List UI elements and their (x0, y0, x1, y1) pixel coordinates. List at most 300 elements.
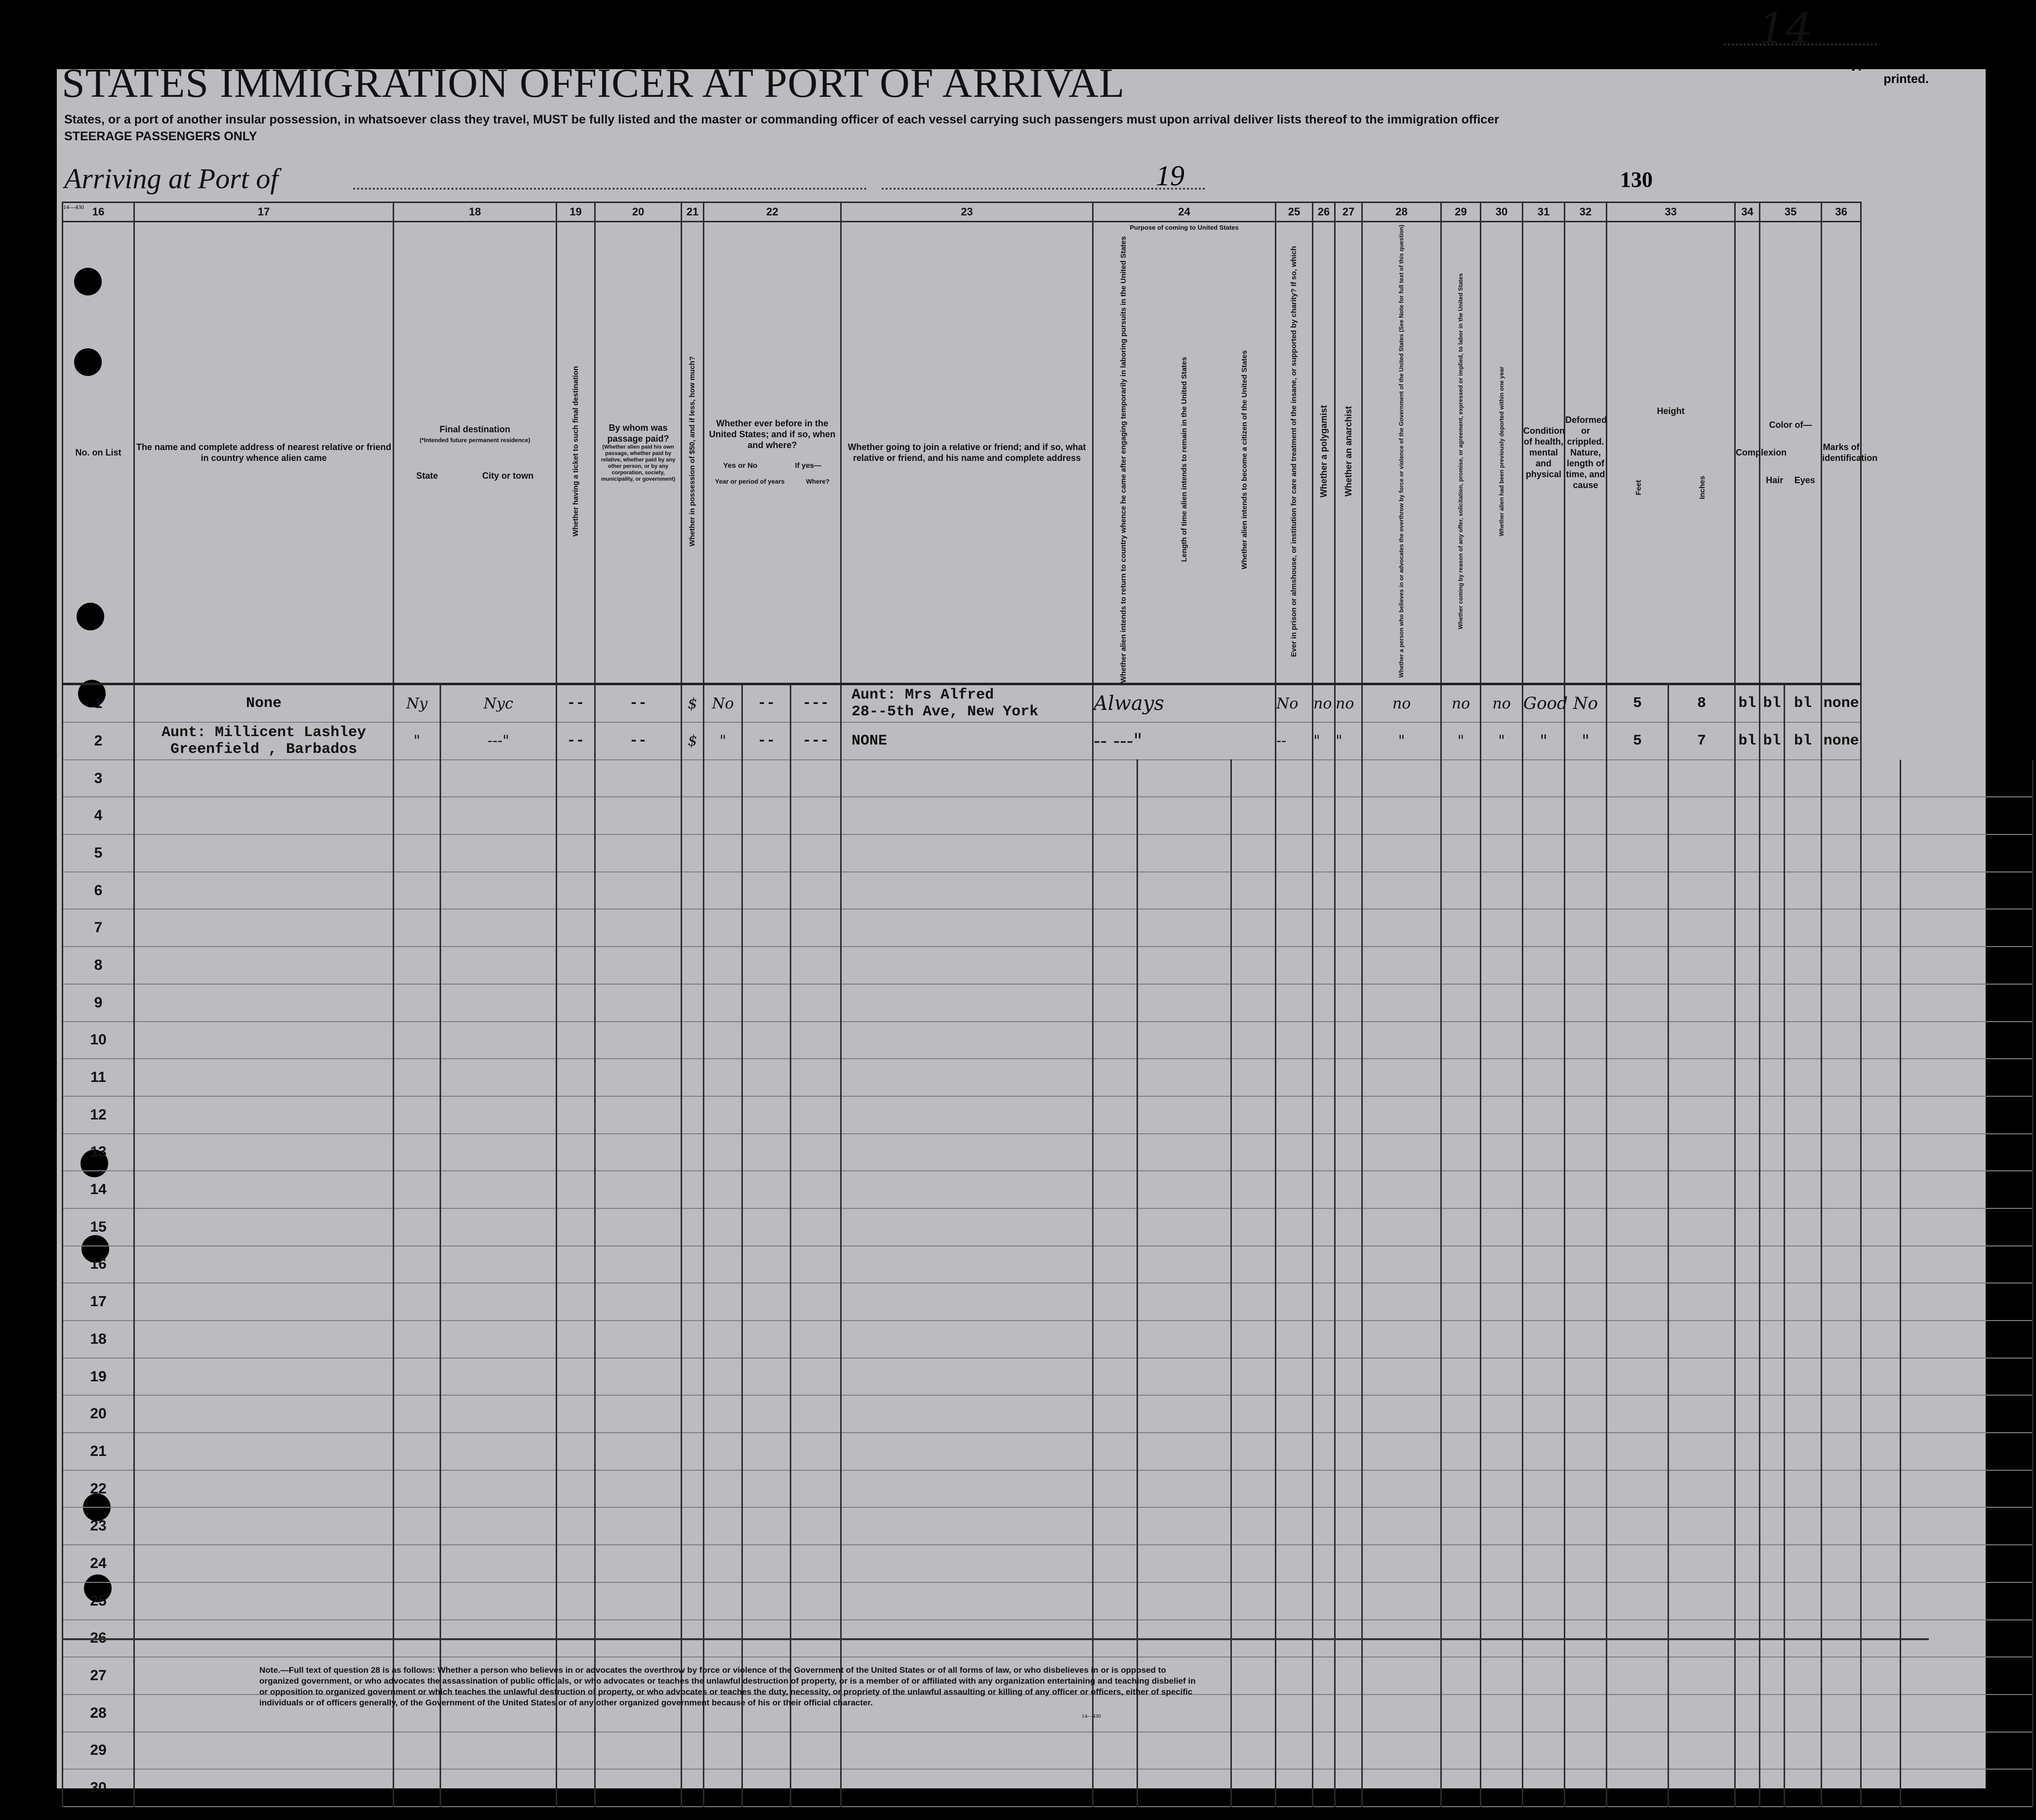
empty-cell (1861, 1769, 1901, 1807)
cell-text: No (1573, 694, 1598, 714)
empty-cell (1607, 1732, 1669, 1770)
empty-cell (1481, 1732, 1523, 1770)
empty-cell (1481, 1470, 1523, 1508)
col-number: 28 (1362, 203, 1441, 222)
empty-cell (1231, 1283, 1276, 1321)
empty-cell (704, 1769, 742, 1807)
empty-cell (1861, 1059, 1901, 1096)
empty-cell (1523, 1732, 1565, 1770)
empty-cell (394, 1507, 441, 1545)
empty-cell (394, 1470, 441, 1508)
empty-cell (1760, 1433, 1785, 1470)
empty-cell (1093, 1134, 1138, 1171)
cell-text: 28--5th Ave, New York (852, 703, 1039, 721)
empty-cell (394, 1096, 441, 1134)
col-number: 27 (1335, 203, 1362, 222)
empty-cell (1523, 1358, 1565, 1396)
empty-cell (1276, 1582, 1313, 1620)
empty-cell (1901, 1134, 2033, 1171)
cell-fifty (682, 722, 704, 760)
empty-cell (1861, 1358, 1901, 1396)
empty-cell (1861, 797, 1901, 834)
empty-cell (1735, 1246, 1760, 1283)
empty-cell (1760, 1732, 1785, 1770)
empty-cell (1565, 1208, 1607, 1246)
empty-cell (742, 834, 791, 872)
empty-cell (742, 1171, 791, 1208)
empty-cell (1093, 760, 1138, 797)
empty-cell (1313, 1171, 1335, 1208)
empty-cell (1565, 1395, 1607, 1433)
empty-cell (1822, 1545, 1861, 1582)
empty-cell (791, 797, 841, 834)
empty-cell (1785, 1769, 1822, 1807)
cell-deformed (1565, 722, 1607, 760)
entries-note: The entries on this sheet must be typewritten or printed. (1647, 57, 1929, 86)
cell-text: 5 (1633, 732, 1642, 749)
empty-cell (595, 872, 682, 910)
empty-cell (441, 1059, 557, 1096)
empty-cell (1565, 834, 1607, 872)
empty-cell (1669, 1657, 1735, 1695)
empty-cell (1785, 1507, 1822, 1545)
empty-cell (1760, 1695, 1785, 1732)
empty-cell (1901, 1395, 2033, 1433)
empty-cell (1901, 1695, 2033, 1732)
table-row (63, 984, 2033, 1022)
empty-cell (1669, 1470, 1735, 1508)
empty-cell (1441, 1208, 1481, 1246)
col-number: 18 (394, 203, 557, 222)
cell-join (841, 722, 1093, 760)
empty-cell (441, 1022, 557, 1059)
empty-cell (441, 1507, 557, 1545)
empty-cell (1138, 760, 1231, 797)
cell-text: -- (757, 695, 775, 712)
empty-cell (1481, 1433, 1523, 1470)
empty-cell (1861, 760, 1901, 797)
empty-cell (682, 1582, 704, 1620)
empty-cell (394, 1171, 441, 1208)
empty-cell (841, 947, 1093, 984)
empty-cell (1313, 1358, 1335, 1396)
empty-cell (1760, 1769, 1785, 1807)
cell-relative (134, 684, 394, 722)
empty-cell (1093, 1358, 1138, 1396)
cell-q27 (1335, 722, 1362, 760)
empty-cell (704, 1208, 742, 1246)
empty-cell (682, 797, 704, 834)
empty-cell (1441, 872, 1481, 910)
empty-cell (394, 797, 441, 834)
empty-cell (1861, 872, 1901, 910)
empty-cell (1735, 1695, 1760, 1732)
empty-cell (742, 1433, 791, 1470)
col-number: 20 (595, 203, 682, 222)
empty-cell (557, 1096, 595, 1134)
empty-cell (1735, 1321, 1760, 1358)
empty-cell (1669, 1545, 1735, 1582)
empty-cell (704, 1433, 742, 1470)
empty-cell (1565, 1657, 1607, 1695)
empty-cell (1523, 1022, 1565, 1059)
empty-cell (742, 1321, 791, 1358)
header-q29: Whether coming by reason of any offer, solicitation, promise, or agreement, expressed or implied, to labor in the United States (1441, 222, 1481, 684)
empty-cell (704, 1171, 742, 1208)
empty-cell (557, 872, 595, 910)
cell-inches (1669, 722, 1735, 760)
empty-cell (595, 947, 682, 984)
empty-cell (704, 834, 742, 872)
empty-cell (1313, 1395, 1335, 1433)
cell-feet (1607, 684, 1669, 722)
empty-cell (1565, 1171, 1607, 1208)
empty-cell (1523, 947, 1565, 984)
empty-cell (595, 1470, 682, 1508)
col-number: 29 (1441, 203, 1481, 222)
empty-cell (1276, 1208, 1313, 1246)
empty-cell (1822, 947, 1861, 984)
empty-cell (1785, 760, 1822, 797)
empty-cell (1760, 984, 1785, 1022)
empty-cell (1861, 834, 1901, 872)
empty-cell (1523, 1059, 1565, 1096)
empty-cell (394, 1358, 441, 1396)
list-label: List (1674, 18, 1712, 45)
empty-cell (1313, 1134, 1335, 1171)
empty-cell (1565, 1769, 1607, 1807)
row-number: 21 (63, 1433, 134, 1470)
empty-cell (1565, 909, 1607, 947)
row-number: 14 (63, 1171, 134, 1208)
empty-cell (791, 947, 841, 984)
empty-cell (1231, 1096, 1276, 1134)
cell-text: bl (1794, 695, 1812, 712)
empty-cell (1735, 1059, 1760, 1096)
cell-purpose (1093, 722, 1276, 760)
empty-cell (1335, 909, 1362, 947)
empty-cell (1822, 1433, 1861, 1470)
empty-cell (1565, 1283, 1607, 1321)
empty-cell (595, 797, 682, 834)
cell-no (63, 722, 134, 760)
empty-cell (1901, 947, 2033, 984)
empty-cell (557, 1470, 595, 1508)
empty-cell (742, 1470, 791, 1508)
cell-text: bl (1794, 732, 1812, 749)
empty-cell (1313, 1695, 1335, 1732)
empty-cell (1481, 1545, 1523, 1582)
empty-cell (1362, 909, 1441, 947)
cell-text: $ (688, 732, 697, 750)
empty-cell (134, 834, 394, 872)
empty-cell (704, 1321, 742, 1358)
table-row (63, 1171, 2033, 1208)
empty-cell (1735, 1283, 1760, 1321)
empty-cell (1901, 1507, 2033, 1545)
empty-cell (1093, 1395, 1138, 1433)
empty-cell (1276, 1321, 1313, 1358)
empty-cell (394, 1582, 441, 1620)
empty-cell (791, 1470, 841, 1508)
empty-cell (1335, 1545, 1362, 1582)
empty-cell (595, 1395, 682, 1433)
cell-text: bl (1763, 695, 1781, 712)
empty-cell (134, 1358, 394, 1396)
empty-cell (394, 1059, 441, 1096)
empty-cell (1565, 1358, 1607, 1396)
table-row (63, 1022, 2033, 1059)
cell-health (1523, 684, 1568, 722)
empty-cell (134, 1283, 394, 1321)
empty-cell (1565, 1022, 1607, 1059)
empty-cell (1760, 834, 1785, 872)
empty-cell (682, 947, 704, 984)
cell-text: none (1823, 732, 1859, 749)
col-number: 25 (1276, 203, 1313, 222)
empty-cell (1901, 760, 2033, 797)
empty-cell (1362, 1582, 1441, 1620)
header-final-destination: Final destination (*Intended future permanent residence) State City or town (394, 222, 557, 684)
cell-text: " (1540, 731, 1547, 751)
empty-cell (595, 1582, 682, 1620)
cell-text: Aunt: Mrs Alfred (852, 687, 994, 704)
empty-cell (1093, 1582, 1138, 1620)
empty-cell (1313, 834, 1335, 872)
cell-complexion (1735, 684, 1760, 722)
empty-cell (1362, 834, 1441, 872)
empty-cell (1669, 1246, 1735, 1283)
empty-cell (1607, 1470, 1669, 1508)
empty-cell (1335, 1769, 1362, 1807)
empty-cell (1313, 872, 1335, 910)
empty-cell (1441, 834, 1481, 872)
empty-cell (682, 1433, 704, 1470)
col-number: 23 (841, 203, 1093, 222)
empty-cell (1607, 947, 1669, 984)
empty-cell (1735, 1545, 1760, 1582)
empty-cell (1861, 1695, 1901, 1732)
small-form-code: 14—430 (63, 204, 84, 210)
empty-cell (1861, 1507, 1901, 1545)
empty-cell (1481, 1395, 1523, 1433)
empty-cell (1822, 1695, 1861, 1732)
empty-cell (1735, 1470, 1760, 1508)
empty-cell (1441, 1545, 1481, 1582)
empty-cell (1901, 984, 2033, 1022)
empty-cell (557, 1507, 595, 1545)
empty-cell (1313, 1022, 1335, 1059)
empty-cell (1822, 984, 1861, 1022)
empty-cell (557, 1134, 595, 1171)
empty-cell (1481, 1283, 1523, 1321)
empty-cell (595, 1545, 682, 1582)
empty-cell (1335, 1208, 1362, 1246)
empty-cell (1138, 1358, 1231, 1396)
subtitle-text: States, or a port of another insular possession, in whatsoever class they travel, MUST be fully listed and the master or commanding officer of each vessel carrying such passengers must upon arrival deliver lists thereof to the immigration officer (64, 113, 1499, 126)
empty-cell (1276, 834, 1313, 872)
empty-cell (134, 1059, 394, 1096)
cell-city (441, 684, 557, 722)
empty-cell (1760, 1208, 1785, 1246)
empty-cell (1335, 1022, 1362, 1059)
empty-cell (1901, 1246, 2033, 1283)
empty-cell (742, 1732, 791, 1770)
empty-cell (1276, 947, 1313, 984)
empty-cell (1735, 1395, 1760, 1433)
empty-cell (1523, 834, 1565, 872)
empty-cell (1362, 1769, 1441, 1807)
empty-cell (1093, 1059, 1138, 1096)
empty-cell (841, 1358, 1093, 1396)
cell-text: Ny (406, 695, 428, 712)
empty-cell (394, 1022, 441, 1059)
empty-cell (1822, 909, 1861, 947)
empty-cell (1901, 1657, 2033, 1695)
header-polygamist: Whether a polygamist (1313, 222, 1335, 684)
empty-cell (134, 1507, 394, 1545)
empty-cell (791, 1022, 841, 1059)
empty-cell (742, 1545, 791, 1582)
empty-cell (595, 1283, 682, 1321)
empty-cell (1138, 1283, 1231, 1321)
empty-cell (1231, 1433, 1276, 1470)
empty-cell (1441, 909, 1481, 947)
empty-cell (394, 760, 441, 797)
empty-cell (841, 797, 1093, 834)
empty-cell (1669, 1096, 1735, 1134)
empty-cell (1335, 872, 1362, 910)
empty-cell (1138, 1769, 1231, 1807)
empty-cell (1523, 1769, 1565, 1807)
column-header-row (63, 222, 2033, 684)
cell-text: -- ---" (1094, 729, 1142, 752)
empty-cell (394, 1433, 441, 1470)
empty-cell (1735, 1208, 1760, 1246)
empty-cell (1335, 1283, 1362, 1321)
empty-cell (1231, 1022, 1276, 1059)
empty-cell (1822, 1470, 1861, 1508)
table-bottom-rule (62, 1638, 1929, 1640)
empty-cell (1093, 834, 1138, 872)
header-deformed: Deformed or crippled. Nature, length of time, and cause (1565, 222, 1607, 684)
empty-cell (1901, 872, 2033, 910)
empty-cell (1441, 1582, 1481, 1620)
empty-cell (1093, 1321, 1138, 1358)
empty-cell (704, 984, 742, 1022)
cell-text: no (1336, 695, 1354, 712)
empty-cell (441, 760, 557, 797)
empty-cell (682, 1096, 704, 1134)
empty-cell (595, 984, 682, 1022)
empty-cell (1362, 1470, 1441, 1508)
cell-health (1523, 722, 1565, 760)
empty-cell (1231, 1059, 1276, 1096)
empty-cell (1861, 1657, 1901, 1695)
empty-cell (704, 797, 742, 834)
empty-cell (1822, 1096, 1861, 1134)
empty-cell (134, 1545, 394, 1582)
row-number: 30 (63, 1769, 134, 1807)
empty-cell (682, 1358, 704, 1396)
empty-cell (1669, 1171, 1735, 1208)
empty-cell (682, 1732, 704, 1770)
empty-cell (1607, 1059, 1669, 1096)
empty-cell (394, 872, 441, 910)
empty-cell (1785, 1395, 1822, 1433)
empty-cell (1313, 1321, 1335, 1358)
empty-cell (791, 1582, 841, 1620)
empty-cell (704, 909, 742, 947)
empty-cell (1785, 1134, 1822, 1171)
empty-cell (1335, 1395, 1362, 1433)
empty-cell (841, 1395, 1093, 1433)
empty-cell (1565, 760, 1607, 797)
empty-cell (1276, 1545, 1313, 1582)
empty-cell (1565, 1545, 1607, 1582)
empty-cell (394, 947, 441, 984)
empty-cell (1822, 1246, 1861, 1283)
empty-cell (1313, 1096, 1335, 1134)
empty-cell (1313, 1769, 1335, 1807)
cell-feet (1607, 722, 1669, 760)
empty-cell (1523, 1321, 1565, 1358)
empty-cell (1231, 1695, 1276, 1732)
empty-cell (595, 1732, 682, 1770)
empty-cell (1565, 984, 1607, 1022)
empty-cell (1607, 1545, 1669, 1582)
empty-cell (1093, 1283, 1138, 1321)
table-row (63, 1358, 2033, 1396)
cell-q28 (1362, 722, 1441, 760)
cell-text: -- (757, 732, 775, 749)
empty-cell (1138, 872, 1231, 910)
cell-no (63, 684, 134, 722)
empty-cell (557, 1022, 595, 1059)
empty-cell (1276, 1395, 1313, 1433)
empty-cell (1735, 909, 1760, 947)
empty-cell (1138, 1134, 1231, 1171)
empty-cell (557, 1545, 595, 1582)
empty-cell (1901, 1059, 2033, 1096)
empty-cell (441, 1134, 557, 1171)
empty-cell (742, 1582, 791, 1620)
empty-cell (1093, 1732, 1138, 1770)
empty-cell (1760, 1134, 1785, 1171)
empty-cell (557, 1283, 595, 1321)
empty-cell (1565, 872, 1607, 910)
empty-cell (441, 1582, 557, 1620)
empty-cell (557, 984, 595, 1022)
empty-cell (1607, 1246, 1669, 1283)
col-number: 16 (63, 203, 134, 222)
empty-cell (1335, 984, 1362, 1022)
header-marks: Marks of identification (1822, 222, 1861, 684)
empty-cell (1481, 1657, 1523, 1695)
cell-text: -- (567, 695, 585, 712)
empty-cell (1093, 1545, 1138, 1582)
empty-cell (1093, 1096, 1138, 1134)
empty-cell (1760, 1507, 1785, 1545)
empty-cell (1481, 1134, 1523, 1171)
header-q28: Whether a person who believes in or advocates the overthrow by force or violence of the Government of the United States (See Note for full text of this question) (1362, 222, 1441, 684)
empty-cell (1441, 797, 1481, 834)
empty-cell (1523, 1096, 1565, 1134)
empty-cell (1565, 1695, 1607, 1732)
empty-cell (1362, 1358, 1441, 1396)
empty-cell (1093, 1507, 1138, 1545)
empty-cell (1760, 872, 1785, 910)
